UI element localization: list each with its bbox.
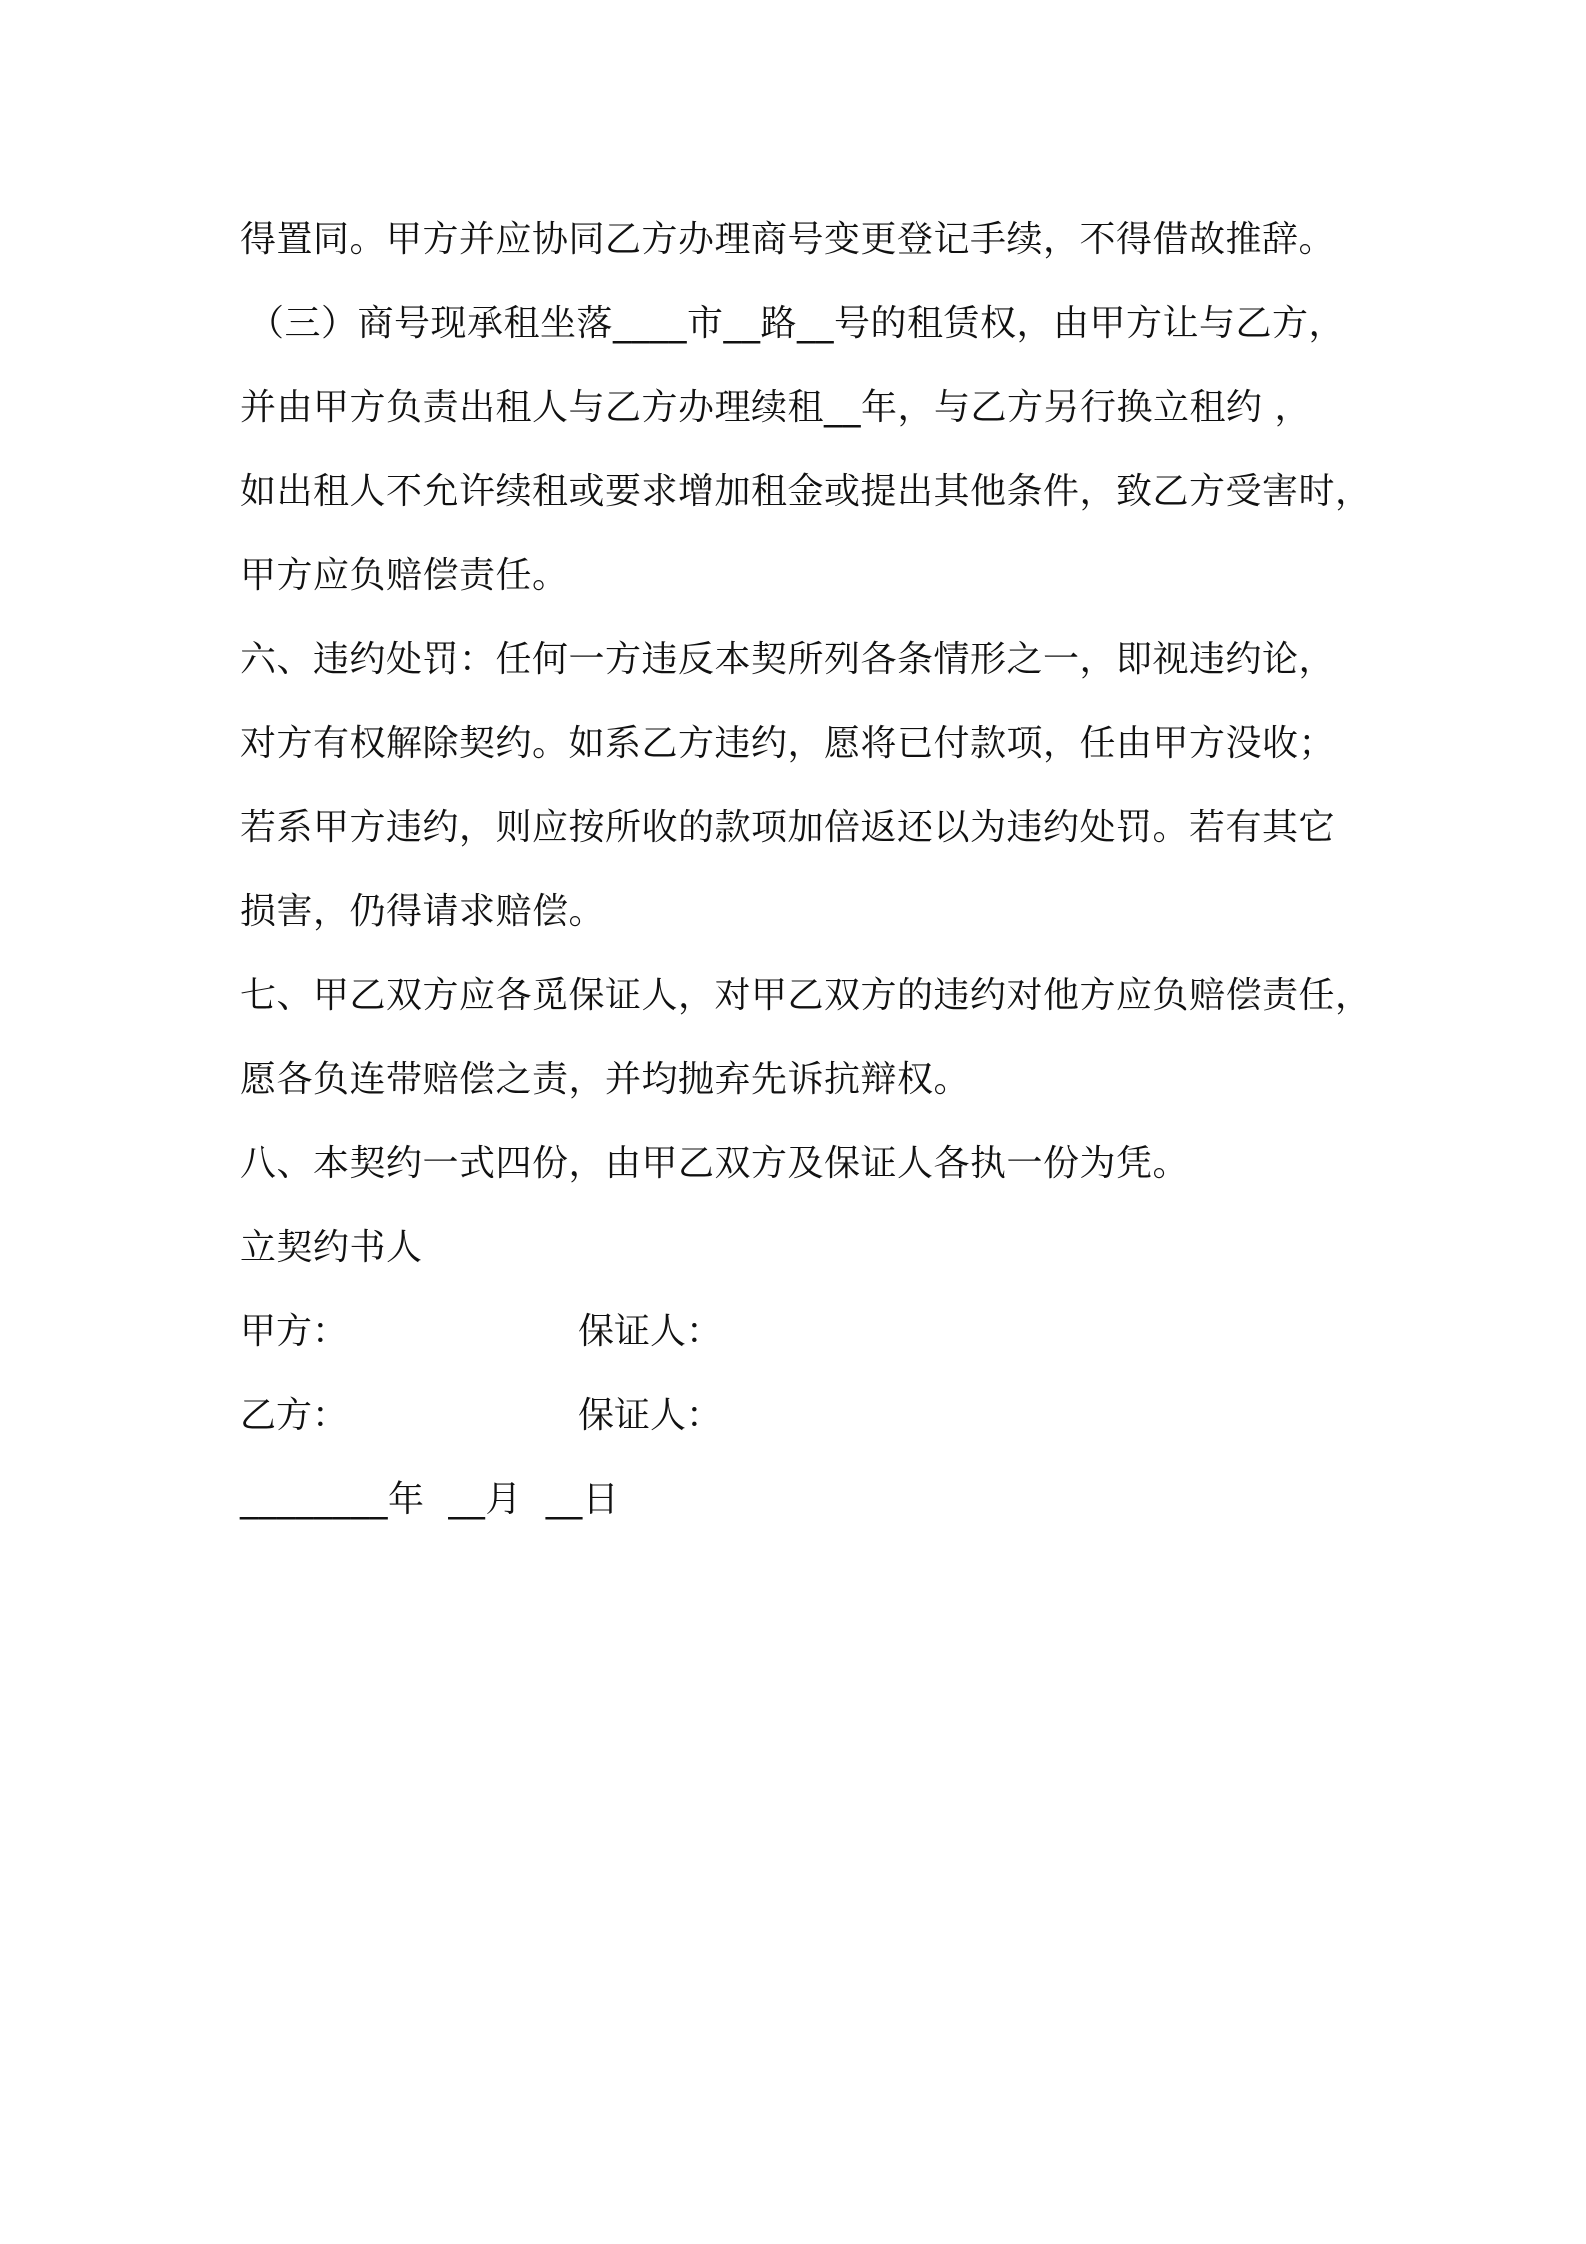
signature-row-party-a: [240, 1290, 1390, 1374]
clause-line-1: 得置同。甲方并应协同乙方办理商号变更登记手续，不得借故推辞。: [240, 219, 1336, 260]
guarantor-a-label: 保证人：: [578, 1311, 723, 1352]
date-line: ________年 __月 __日: [240, 1479, 620, 1520]
clause-seven-line-1: 七、甲乙双方应各觅保证人，对甲乙双方的违约对他方应负赔偿责任，: [240, 975, 1372, 1016]
clause-six-line-1: 六、违约处罚：任何一方违反本契所列各条情形之一，即视违约论，: [240, 639, 1336, 680]
contract-body: [240, 198, 1390, 1542]
clause-line-2: （三）商号现承租坐落____市__路__号的租赁权，由甲方让与乙方，: [248, 303, 1346, 344]
party-b-label: 乙方：: [240, 1395, 349, 1436]
guarantor-b-label: 保证人：: [578, 1395, 723, 1436]
party-a-label: 甲方：: [240, 1311, 349, 1352]
clause-six-line-2: 对方有权解除契约。如系乙方违约，愿将已付款项，任由甲方没收；: [240, 723, 1336, 764]
clause-line-4: 如出租人不允许续租或要求增加租金或提出其他条件，致乙方受害时，: [240, 471, 1372, 512]
signatory-heading: 立契约书人: [240, 1227, 423, 1268]
clause-line-3: 并由甲方负责出租人与乙方办理续租__年，与乙方另行换立租约 ，: [240, 387, 1311, 428]
clause-seven-line-2: 愿各负连带赔偿之责，并均抛弃先诉抗辩权。: [240, 1059, 971, 1100]
signature-row-party-b: [240, 1374, 1390, 1458]
clause-line-5: 甲方应负赔偿责任。: [240, 555, 569, 596]
clause-six-line-3: 若系甲方违约，则应按所收的款项加倍返还以为违约处罚。若有其它: [240, 807, 1336, 848]
clause-eight-line: 八、本契约一式四份，由甲乙双方及保证人各执一份为凭。: [240, 1143, 1190, 1184]
clause-six-line-4: 损害，仍得请求赔偿。: [240, 891, 606, 932]
